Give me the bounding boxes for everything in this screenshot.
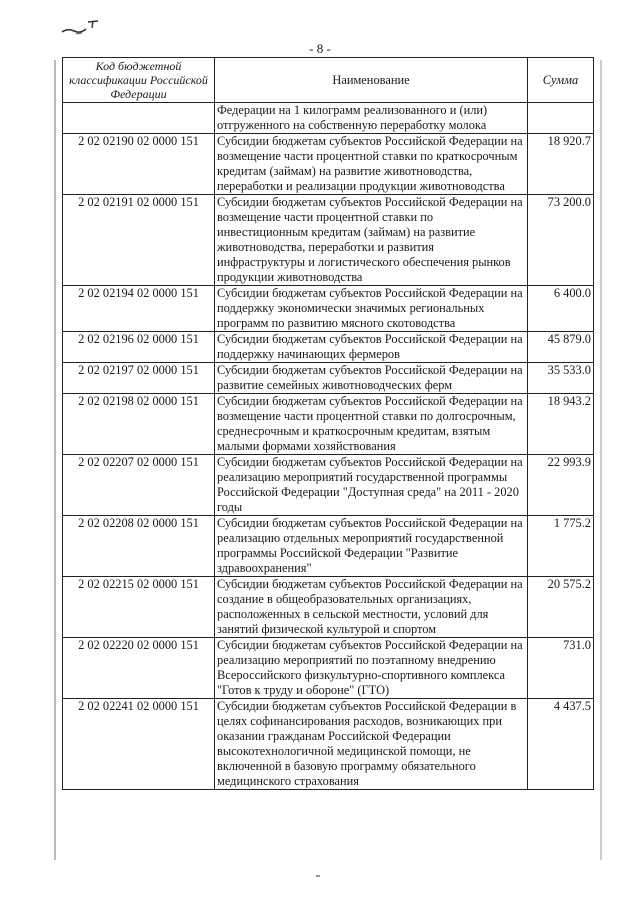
table-row <box>63 363 594 394</box>
row-sum: 45 879.0 <box>528 332 594 363</box>
row-code: 2 02 02194 02 0000 151 <box>63 286 215 332</box>
scan-edge-right <box>600 60 602 860</box>
row-name: Субсидии бюджетам субъектов Российской Федерации на реализацию мероприятий по поэтапному внедрению Всероссийского физкультурно-спортивного комплекса "Готов к труду и обороне" (ГТО) <box>215 638 528 699</box>
table-row <box>63 455 594 516</box>
table-row <box>63 134 594 195</box>
row-code: 2 02 02197 02 0000 151 <box>63 363 215 394</box>
row-code: 2 02 02196 02 0000 151 <box>63 332 215 363</box>
row-name: Федерации на 1 килограмм реализованного и (или) отгруженного на собственную переработку молока <box>215 103 528 134</box>
header-sum: Сумма <box>528 58 594 103</box>
row-name: Субсидии бюджетам субъектов Российской Федерации на развитие семейных животноводческих ферм <box>215 363 528 394</box>
table-row <box>63 699 594 790</box>
table-row <box>63 516 594 577</box>
row-sum: 1 775.2 <box>528 516 594 577</box>
row-code: 2 02 02220 02 0000 151 <box>63 638 215 699</box>
row-sum: 18 943.2 <box>528 394 594 455</box>
scan-edge-left <box>54 60 56 860</box>
table-row <box>63 577 594 638</box>
table-header-row <box>63 58 594 103</box>
row-sum: 18 920.7 <box>528 134 594 195</box>
row-name: Субсидии бюджетам субъектов Российской Федерации на поддержку экономически значимых региональных программ по развитию мясного скотоводства <box>215 286 528 332</box>
budget-table <box>62 57 594 790</box>
row-sum <box>528 103 594 134</box>
row-sum: 22 993.9 <box>528 455 594 516</box>
row-sum: 73 200.0 <box>528 195 594 286</box>
row-name: Субсидии бюджетам субъектов Российской Федерации на возмещение части процентной ставки по краткосрочным кредитам (займам) на развитие животноводства, переработки и реализации продукции животноводства <box>215 134 528 195</box>
table-row <box>63 286 594 332</box>
row-sum: 731.0 <box>528 638 594 699</box>
row-sum: 35 533.0 <box>528 363 594 394</box>
table-row <box>63 394 594 455</box>
row-name: Субсидии бюджетам субъектов Российской Федерации на создание в общеобразовательных организациях, расположенных в сельской местности, условий для занятий физической культурой и спортом <box>215 577 528 638</box>
row-sum: 20 575.2 <box>528 577 594 638</box>
row-name: Субсидии бюджетам субъектов Российской Федерации на реализацию отдельных мероприятий государственной программы Российской Федерации "Развитие здравоохранения" <box>215 516 528 577</box>
row-name: Субсидии бюджетам субъектов Российской Федерации на реализацию мероприятий государственной программы Российской Федерации "Доступная среда" на 2011 - 2020 годы <box>215 455 528 516</box>
row-sum: 6 400.0 <box>528 286 594 332</box>
row-code: 2 02 02241 02 0000 151 <box>63 699 215 790</box>
row-code: 2 02 02215 02 0000 151 <box>63 577 215 638</box>
row-code: 2 02 02190 02 0000 151 <box>63 134 215 195</box>
table-row <box>63 103 594 134</box>
row-code: 2 02 02207 02 0000 151 <box>63 455 215 516</box>
table-row <box>63 195 594 286</box>
row-sum: 4 437.5 <box>528 699 594 790</box>
row-code <box>63 103 215 134</box>
row-code: 2 02 02208 02 0000 151 <box>63 516 215 577</box>
header-name: Наименование <box>215 58 528 103</box>
table-row <box>63 638 594 699</box>
scan-speck <box>316 875 320 877</box>
row-name: Субсидии бюджетам субъектов Российской Федерации на поддержку начинающих фермеров <box>215 332 528 363</box>
header-code: Код бюджетной классификации Российской Федерации <box>63 58 215 103</box>
handwritten-mark <box>58 14 118 38</box>
row-name: Субсидии бюджетам субъектов Российской Федерации на возмещение части процентной ставки по долгосрочным, среднесрочным и краткосрочным кредитам, взятым малыми формами хозяйствования <box>215 394 528 455</box>
row-name: Субсидии бюджетам субъектов Российской Федерации на возмещение части процентной ставки по инвестиционным кредитам (займам) на развитие животноводства, переработки и развития инфраструктуры и логистического обеспечения рынков продукции животноводства <box>215 195 528 286</box>
page-number: - 8 - <box>309 41 331 56</box>
row-code: 2 02 02191 02 0000 151 <box>63 195 215 286</box>
row-code: 2 02 02198 02 0000 151 <box>63 394 215 455</box>
table-row <box>63 332 594 363</box>
row-name: Субсидии бюджетам субъектов Российской Федерации в целях софинансирования расходов, возникающих при оказании гражданам Российской Федерации высокотехнологичной медицинской помощи, не включенной в базовую программу обязательного медицинского страхования <box>215 699 528 790</box>
